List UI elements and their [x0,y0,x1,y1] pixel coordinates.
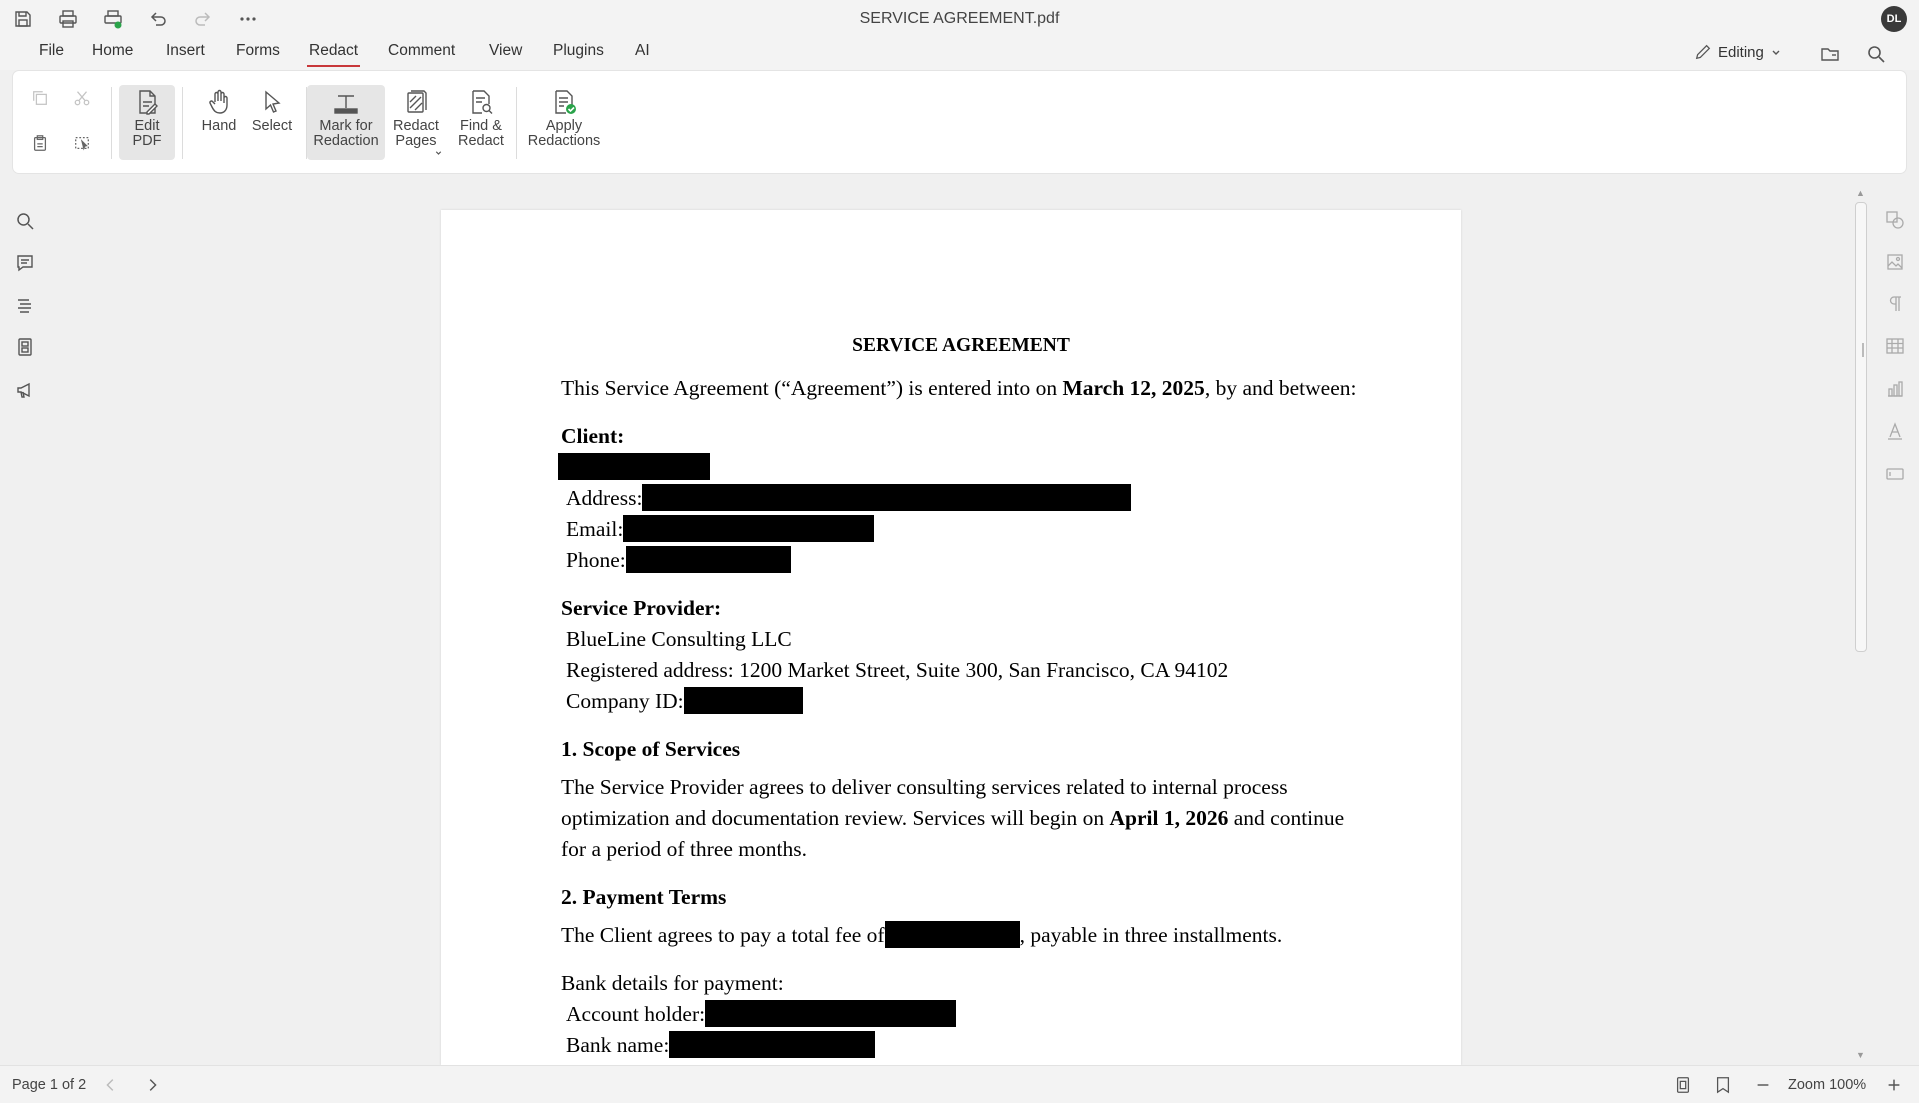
chevron-down-icon [1770,46,1782,58]
provider-block [561,593,1361,717]
open-folder-icon[interactable] [1818,42,1842,66]
paragraph-icon[interactable] [1882,291,1908,317]
hand-icon [204,85,234,119]
find-redact-icon [466,85,496,119]
bookmarks-panel-icon[interactable] [12,292,38,318]
scope-date: April 1, 2026 [1109,806,1229,830]
redaction-box[interactable] [885,921,1020,948]
company-id-line [561,686,1361,717]
shapes-icon[interactable] [1882,207,1908,233]
menu-view[interactable]: View [489,42,523,59]
scroll-thumb[interactable] [1855,202,1867,652]
document-title: SERVICE AGREEMENT.pdf [859,10,1060,27]
client-email-line [561,514,1361,545]
provider-name: BlueLine Consulting LLC [566,627,792,651]
select-area-icon[interactable] [68,129,96,157]
scroll-grip [1862,343,1864,357]
payment-text: The Client agrees to pay a total fee of [561,923,885,947]
cut-icon[interactable] [68,84,96,112]
hand-label: Hand [201,118,237,134]
intro-paragraph [561,373,1361,404]
client-address-line [561,483,1361,514]
title-bar [0,0,1919,38]
menu-redact[interactable]: Redact [307,42,360,67]
select-tool-button[interactable] [246,85,298,160]
menu-forms[interactable]: Forms [236,42,280,59]
edit-pdf-icon [132,85,162,119]
menu-bar [0,38,1919,70]
client-block [561,421,1361,576]
document-page[interactable] [441,210,1461,1065]
redaction-box[interactable] [558,453,710,480]
agreement-title: SERVICE AGREEMENT [852,335,1070,356]
bank-intro: Bank details for payment: [561,971,784,995]
user-avatar[interactable]: DL [1881,6,1907,32]
find-and-redact-button[interactable] [451,85,511,160]
client-name-line [561,452,1361,483]
search-icon[interactable] [1864,42,1888,66]
form-field-icon[interactable] [1882,461,1908,487]
redaction-box[interactable] [623,515,874,542]
apply-redactions-label: Apply Redactions [527,118,601,149]
menu-home[interactable]: Home [92,42,134,59]
company-id-label: Company ID: [566,689,684,713]
redaction-box[interactable] [705,1000,956,1027]
previous-page-icon[interactable] [100,1074,122,1096]
scope-paragraph [561,772,1361,865]
zoom-level[interactable]: Zoom 100% [1788,1077,1867,1093]
text-art-icon[interactable] [1882,418,1908,444]
editing-mode-label: Editing [1718,43,1764,61]
find-and-redact-label: Find & Redact [458,118,504,149]
provider-address: Registered address: 1200 Market Street, Suite 300, San Francisco, CA 94102 [566,658,1229,682]
status-bar [0,1065,1919,1103]
document-content [561,330,1361,1061]
paste-icon[interactable] [26,129,54,157]
phone-label: Phone: [566,548,626,572]
feedback-megaphone-icon[interactable] [12,377,38,403]
bank-block [561,968,1361,1061]
chart-icon[interactable] [1882,376,1908,402]
intro-text-end: , by and between: [1204,376,1357,400]
cursor-icon [257,85,287,119]
ribbon-toolbar [13,71,1906,173]
payment-text-end: , payable in three installments. [1019,923,1283,947]
scope-text: The Service Provider agrees to deliver consulting services related to internal process optimization and documentation review. Services will begin on [561,775,1288,830]
apply-redactions-icon [549,85,579,119]
intro-date: March 12, 2025 [1062,376,1205,400]
mark-for-redaction-label: Mark for Redaction [313,118,379,149]
redact-pages-icon [401,85,431,119]
zoom-out-icon[interactable] [1752,1074,1774,1096]
menu-comment[interactable]: Comment [388,42,456,59]
redact-pages-button[interactable] [387,85,445,160]
editing-mode-dropdown[interactable] [1694,43,1782,61]
menu-plugins[interactable]: Plugins [553,42,604,59]
payment-heading: 2. Payment Terms [561,885,727,909]
page-indicator: Page 1 of 2 [12,1077,87,1093]
thumbnails-panel-icon[interactable] [12,334,38,360]
mark-redaction-icon [331,85,361,119]
account-holder-label: Account holder: [566,1002,706,1026]
scroll-down-arrow[interactable]: ▼ [1856,1050,1865,1060]
client-phone-line [561,545,1361,576]
menu-ai[interactable]: AI [635,42,650,59]
bank-name-label: Bank name: [566,1033,670,1057]
client-heading: Client: [561,424,625,448]
hand-tool-button[interactable] [193,85,245,160]
chevron-down-icon [434,148,443,157]
provider-heading: Service Provider: [561,596,722,620]
redaction-box[interactable] [669,1031,875,1058]
apply-redactions-button[interactable] [525,85,603,160]
image-icon[interactable] [1882,249,1908,275]
select-label: Select [251,118,293,134]
table-icon[interactable] [1882,333,1908,359]
next-page-icon[interactable] [141,1074,163,1096]
ribbon-divider [182,87,183,159]
payment-paragraph [561,920,1361,951]
copy-icon[interactable] [26,84,54,112]
intro-text: This Service Agreement (“Agreement”) is entered into on [561,376,1063,400]
redaction-box[interactable] [642,484,1131,511]
edit-pdf-button[interactable] [119,85,175,160]
menu-file[interactable]: File [39,42,64,59]
pencil-icon [1694,43,1712,61]
menu-insert[interactable]: Insert [166,42,205,59]
zoom-in-icon[interactable] [1883,1074,1905,1096]
fit-page-icon[interactable] [1672,1074,1694,1096]
email-label: Email: [566,517,624,541]
scroll-up-arrow[interactable]: ▲ [1856,188,1865,198]
fit-width-icon[interactable] [1712,1074,1734,1096]
mark-for-redaction-button[interactable] [307,85,385,160]
address-label: Address: [566,486,643,510]
redaction-box[interactable] [626,546,791,573]
redact-pages-label: Redact Pages [393,118,439,149]
ribbon-divider [111,87,112,159]
search-panel-icon[interactable] [12,208,38,234]
bank-name-line [561,1030,1361,1061]
scope-text-end: and continue for a period of three months. [561,806,1345,861]
edit-pdf-label: Edit PDF [132,118,162,149]
redaction-box[interactable] [684,687,803,714]
account-holder-line [561,999,1361,1030]
ribbon-divider [516,87,517,159]
vertical-scrollbar[interactable] [1853,184,1869,1064]
comments-panel-icon[interactable] [12,250,38,276]
scope-heading: 1. Scope of Services [561,737,741,761]
